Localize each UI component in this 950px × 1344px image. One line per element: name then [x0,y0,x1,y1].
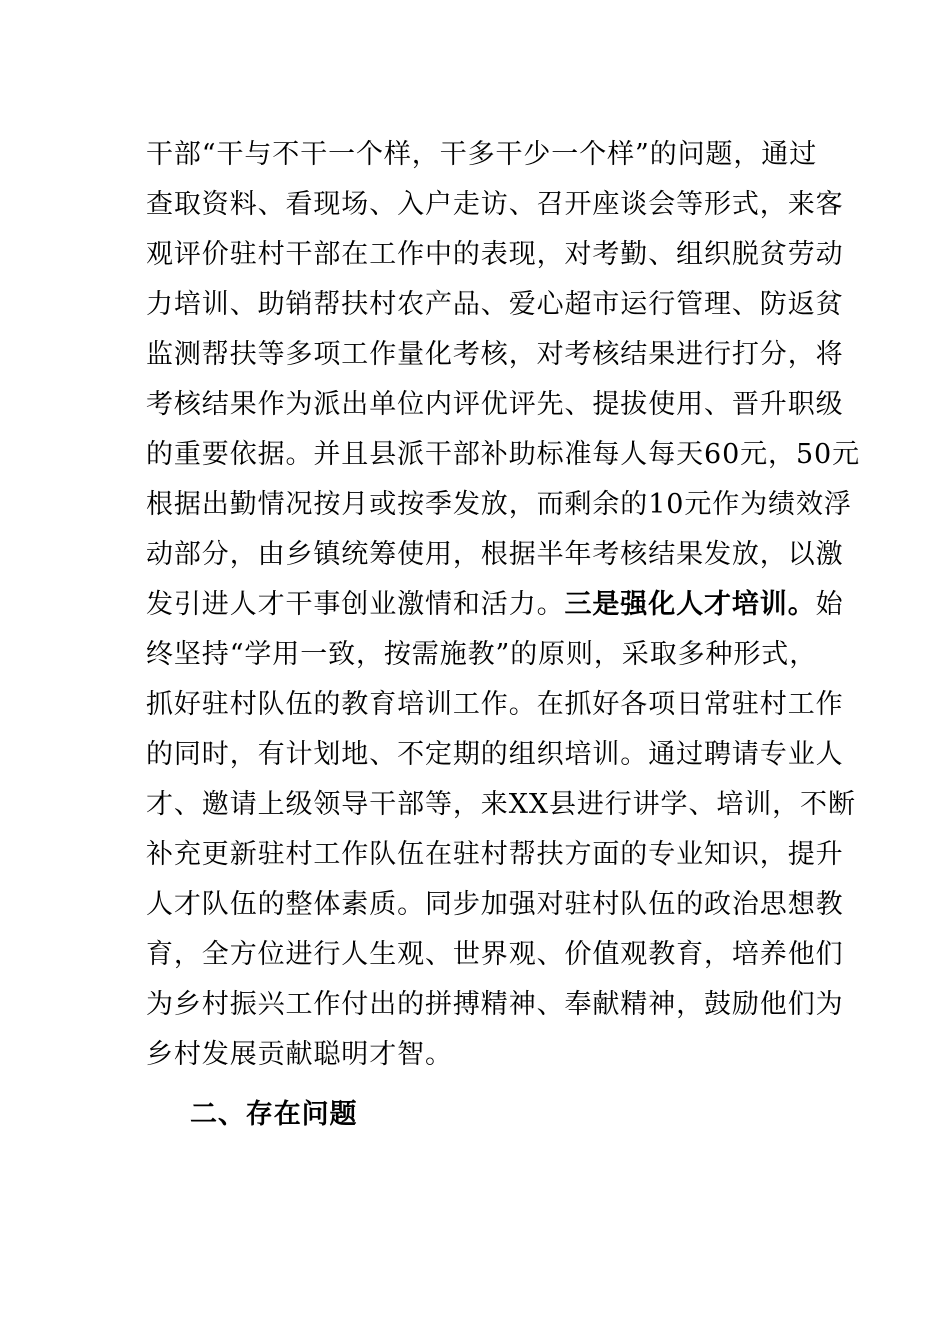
paragraph-line: 根据出勤情况按月或按季发放，而剩余的10元作为绩效浮 [146,489,852,520]
paragraph-line-mixed [146,580,844,630]
paragraph-line: 抓好驻村队伍的教育培训工作。在抓好各项日常驻村工作 [146,689,844,720]
paragraph-line: 人才队伍的整体素质。同步加强对驻村队伍的政治思想教 [146,889,844,920]
paragraph-line: 才、邀请上级领导干部等，来XX县进行讲学、培训，不断 [146,789,856,820]
bold-subheading: 三是强化人才培训。 [564,589,816,620]
section-heading: 二、存在问题 [190,1099,358,1130]
paragraph-line: 考核结果作为派出单位内评优评先、提拔使用、晋升职级 [146,389,844,420]
paragraph-line: 补充更新驻村工作队伍在驻村帮扶方面的专业知识，提升 [146,839,844,870]
paragraph-line: 力培训、助销帮扶村农产品、爱心超市运行管理、防返贫 [146,289,844,320]
paragraph-line: 的重要依据。并且县派干部补助标准每人每天60元，50元 [146,439,861,470]
paragraph-text: 始 [815,589,844,620]
paragraph-line: 干部“干与不干一个样，干多干少一个样”的问题，通过 [146,139,818,170]
paragraph-line: 动部分，由乡镇统筹使用，根据半年考核结果发放，以激 [146,539,844,570]
paragraph-line: 育，全方位进行人生观、世界观、价值观教育，培养他们 [146,939,844,970]
paragraph-text: 发引进人才干事创业激情和活力。 [146,589,565,620]
paragraph-line: 乡村发展贡献聪明才智。 [146,1039,453,1070]
paragraph-line: 终坚持“学用一致，按需施教”的原则，采取多种形式， [146,639,818,670]
paragraph-line: 的同时，有计划地、不定期的组织培训。通过聘请专业人 [146,739,844,770]
paragraph-line: 监测帮扶等多项工作量化考核，对考核结果进行打分，将 [146,339,844,370]
paragraph-line: 观评价驻村干部在工作中的表现，对考勤、组织脱贫劳动 [146,239,844,270]
paragraph-line: 为乡村振兴工作付出的拼搏精神、奉献精神，鼓励他们为 [146,989,844,1020]
paragraph-line: 查取资料、看现场、入户走访、召开座谈会等形式，来客 [146,189,844,220]
